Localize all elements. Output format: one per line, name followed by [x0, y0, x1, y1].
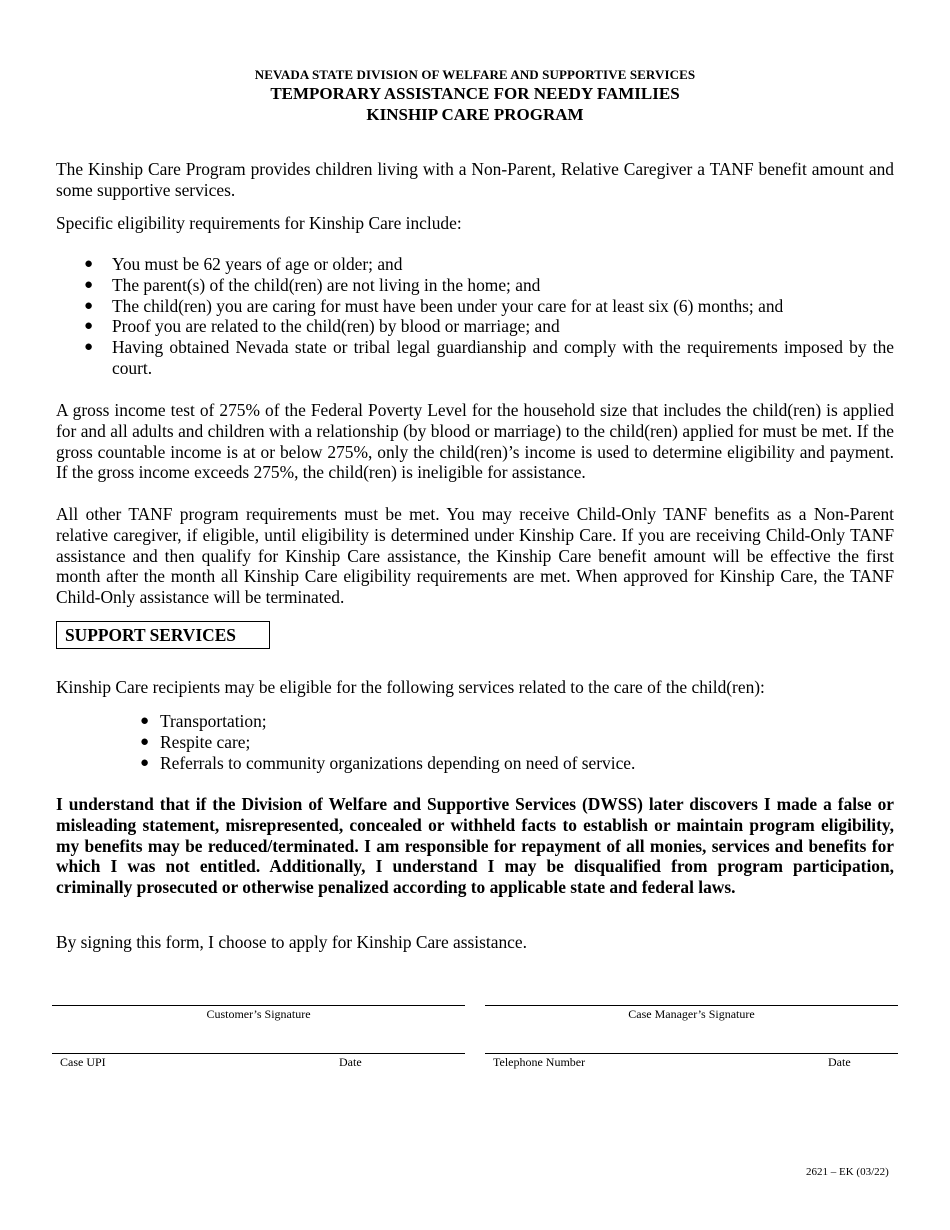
list-item: ● Proof you are related to the child(ren) by blood or marriage; and	[84, 316, 560, 337]
case-upi-label: Case UPI	[60, 1055, 106, 1069]
section-title: SUPPORT SERVICES	[65, 625, 236, 645]
acknowledgement-statement: I understand that if the Division of Welfare and Supportive Services (DWSS) later discovers I made a false or misleading statement, misrepresented, concealed or withheld facts to establish or maintain program eligibility, my benefits may be reduced/terminated. I am responsible for repayment of all monies, services and benefits for which I was not entitled. Additionally, I understand I may be disqualified from program participation, criminally prosecuted or otherwise penalized according to applicable state and federal laws.	[56, 794, 894, 898]
date-label-left: Date	[339, 1055, 362, 1069]
case-manager-signature-label: Case Manager’s Signature	[628, 1007, 755, 1021]
bullet-icon: ●	[140, 713, 150, 729]
eligibility-list	[84, 254, 894, 379]
list-item: ● The parent(s) of the child(ren) are not living in the home; and	[84, 274, 541, 295]
eligibility-intro: Specific eligibility requirements for Kinship Care include:	[56, 213, 462, 233]
bullet-icon: ●	[140, 754, 150, 771]
list-item: ● The child(ren) you are caring for must have been under your care for at least six (6) months; and	[84, 295, 784, 316]
bullet-icon: ●	[84, 297, 94, 314]
support-services-list	[140, 711, 860, 773]
form-number: 2621 – EK (03/22)	[806, 1166, 889, 1178]
income-test-paragraph: A gross income test of 275% of the Federal Poverty Level for the household size that includes the child(ren) is applied for and all adults and children with a relationship (by blood or marriage) to the child(ren) applied for must be met. If the gross countable income is at or below 275%, only the child(ren)’s income is used to determine eligibility and payment. If the gross income exceeds 275%, the child(ren) is ineligible for assistance.	[56, 400, 894, 483]
telephone-date-line[interactable]	[485, 1053, 898, 1054]
customer-signature-label: Customer’s Signature	[206, 1007, 311, 1021]
customer-signature-line[interactable]	[52, 1005, 465, 1006]
list-item: ● Referrals to community organizations depending on need of service.	[140, 752, 636, 773]
subprogram-title: KINSHIP CARE PROGRAM	[366, 105, 584, 124]
bullet-icon: ●	[84, 256, 94, 272]
signing-statement: By signing this form, I choose to apply for Kinship Care assistance.	[56, 932, 527, 952]
bullet-icon: ●	[84, 276, 94, 293]
support-services-heading	[56, 621, 270, 649]
list-item: ● You must be 62 years of age or older; and	[84, 254, 403, 274]
bullet-icon: ●	[140, 733, 150, 750]
case-manager-signature-line[interactable]	[485, 1005, 898, 1006]
telephone-label: Telephone Number	[493, 1055, 586, 1069]
list-item: ● Transportation;	[140, 711, 267, 731]
case-upi-date-line[interactable]	[52, 1053, 465, 1054]
intro-paragraph: The Kinship Care Program provides children living with a Non-Parent, Relative Caregiver a TANF benefit amount and some supportive services.	[56, 159, 894, 200]
date-label-right: Date	[828, 1055, 851, 1069]
agency-name: NEVADA STATE DIVISION OF WELFARE AND SUPPORTIVE SERVICES	[254, 67, 696, 82]
tanf-requirements-paragraph: All other TANF program requirements must be met. You may receive Child-Only TANF benefits as a Non-Parent relative caregiver, if eligible, until eligibility is determined under Kinship Care. If you are receiving Child-Only TANF assistance and then qualify for Kinship Care assistance, the Kinship Care benefit amount will be effective the first month after the month all Kinship Care eligibility requirements are met. When approved for Kinship Care, the TANF Child-Only assistance will be terminated.	[56, 504, 894, 608]
bullet-icon: ●	[84, 339, 94, 356]
bullet-icon: ●	[84, 318, 94, 335]
program-title: TEMPORARY ASSISTANCE FOR NEEDY FAMILIES	[270, 84, 680, 103]
support-intro: Kinship Care recipients may be eligible for the following services related to the care of the child(ren):	[56, 677, 765, 697]
list-item: ● Having obtained Nevada state or tribal legal guardianship and comply with the requirements imposed by the court.	[84, 337, 894, 378]
list-item: ● Respite care;	[140, 731, 251, 752]
